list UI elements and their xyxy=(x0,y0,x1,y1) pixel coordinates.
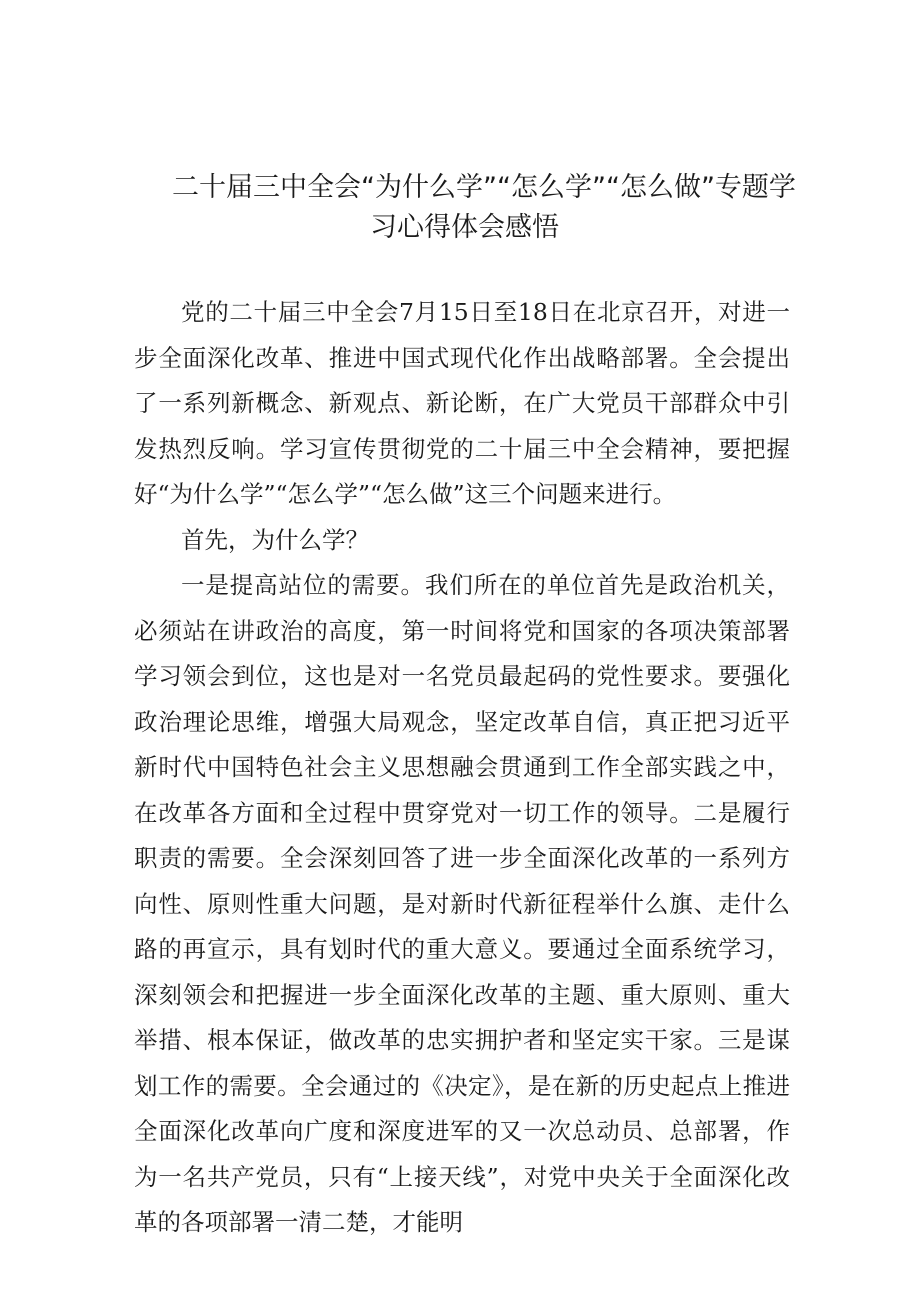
paragraph-heading-why: 首先，为什么学？ xyxy=(181,525,369,554)
title-line-2: 习心得体会感悟 xyxy=(370,212,559,243)
paragraph-intro: 党的二十届三中全会7月15日至18日在北京召开，对进一步全面深化改革、推进中国式现代化作出战略部署。全会提出了一系列新概念、新观点、新论断，在广大党员干部群众中引发热烈反响。学习宣传贯彻党的二十届三中全会精神，要把握好“为什么学”“怎么学”“怎么做”这三个问题来进行。 xyxy=(134,298,790,508)
document-title xyxy=(172,168,812,248)
document-body xyxy=(134,290,790,1246)
paragraph-reasons: 一是提高站位的需要。我们所在的单位首先是政治机关，必须站在讲政治的高度，第一时间将党和国家的各项决策部署学习领会到位，这也是对一名党员最起码的党性要求。要强化政治理论思维，增强大局观念，坚定改革自信，真正把习近平新时代中国特色社会主义思想融会贯通到工作全部实践之中，在改革各方面和全过程中贯穿党对一切工作的领导。二是履行职责的需要。全会深刻回答了进一步全面深化改革的一系列方向性、原则性重大问题，是对新时代新征程举什么旗、走什么路的再宣示，具有划时代的重大意义。要通过全面系统学习，深刻领会和把握进一步全面深化改革的主题、重大原则、重大举措、根本保证，做改革的忠实拥护者和坚定实干家。三是谋划工作的需要。全会通过的《决定》，是在新的历史起点上推进全面深化改革向广度和深度进军的又一次总动员、总部署，作为一名共产党员，只有“上接天线”，对党中央关于全面深化改革的各项部署一清二楚，才能明 xyxy=(134,571,790,1236)
title-line-1: 二十届三中全会“为什么学”“怎么学”“怎么做”专题学 xyxy=(172,172,796,203)
